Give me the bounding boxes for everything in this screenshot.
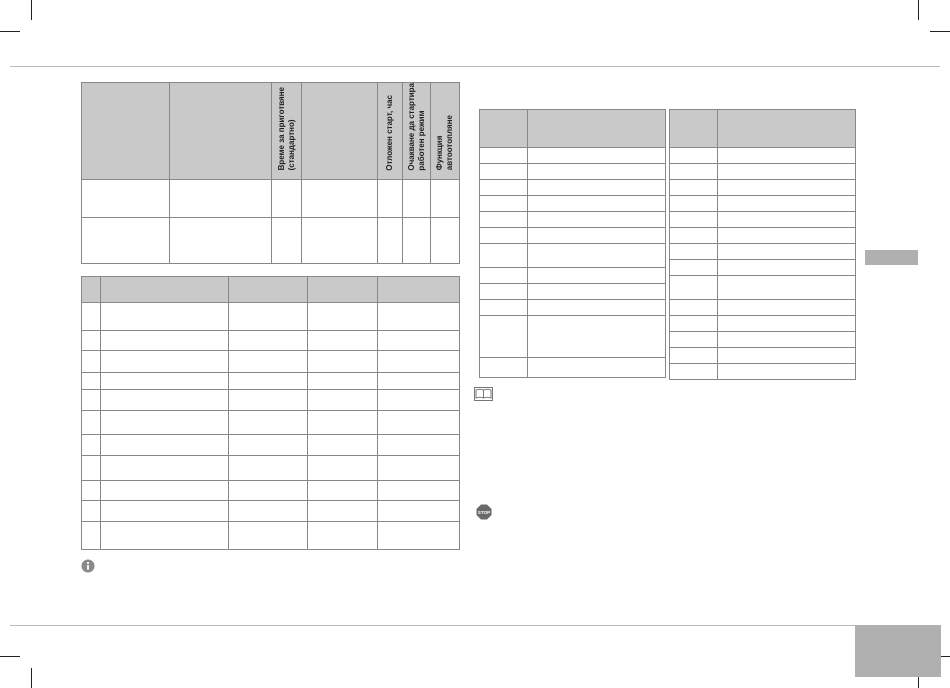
- table-row: [670, 164, 856, 180]
- page-number-tab: [855, 625, 941, 677]
- crop-mark: [31, 0, 32, 20]
- header-cell: [431, 83, 460, 180]
- table-row: [480, 358, 666, 378]
- table-row: [82, 179, 460, 217]
- table-row: [670, 196, 856, 212]
- table-row: [670, 212, 856, 228]
- table-row: [82, 501, 460, 522]
- stop-icon: [476, 504, 492, 520]
- table-row: [480, 316, 666, 358]
- table-row: [670, 244, 856, 260]
- header-cell: [403, 83, 431, 180]
- table-row: [670, 348, 856, 364]
- programs-table: [81, 82, 460, 264]
- table-row: [480, 148, 666, 164]
- header-cell: [272, 83, 302, 180]
- header-rule: [10, 66, 940, 67]
- book-icon: [474, 387, 493, 401]
- table-row: [480, 300, 666, 316]
- header-cell: [302, 83, 378, 180]
- table-row: [480, 180, 666, 196]
- header-auto-heat: Функция автоотопляне: [435, 115, 454, 171]
- table-row: [82, 303, 460, 331]
- stop-icon-label: STOP: [477, 510, 491, 516]
- table-row: [670, 332, 856, 348]
- crop-mark: [930, 31, 950, 32]
- header-cell: [378, 83, 403, 180]
- table-row: [670, 180, 856, 196]
- settings-table: [81, 276, 460, 550]
- footer-rule: [10, 625, 940, 626]
- crop-mark: [0, 31, 20, 32]
- table-row: [670, 276, 856, 300]
- header-cell: [170, 83, 272, 180]
- table-row: [480, 196, 666, 212]
- table-row: [480, 164, 666, 180]
- header-wait-mode: Очакване да стартира работен режим: [406, 83, 426, 171]
- header-cell: [378, 277, 460, 303]
- header-cell: [308, 277, 378, 303]
- table-row: [82, 456, 460, 481]
- table-row: [480, 244, 666, 268]
- reference-table-b: [669, 109, 856, 380]
- header-cell: [82, 83, 170, 180]
- table-row: [670, 316, 856, 332]
- header-cell: [82, 277, 101, 303]
- table-row: [82, 217, 460, 263]
- crop-mark: [0, 656, 20, 657]
- table-row: [82, 373, 460, 390]
- reference-table-a: [479, 109, 666, 378]
- table-row: [670, 300, 856, 316]
- table-row: [670, 364, 856, 380]
- header-cell: [670, 110, 718, 148]
- table-row: [82, 481, 460, 501]
- header-cell: [528, 110, 666, 148]
- table-row: [480, 284, 666, 300]
- table-row: [670, 260, 856, 276]
- header-cell: [718, 110, 856, 148]
- table-row: [82, 390, 460, 411]
- header-delayed-start: Отложен старт, час: [385, 94, 394, 171]
- table-row: [82, 411, 460, 435]
- section-tab: [865, 250, 918, 265]
- header-prep-time: Време за приготвяне (стандартно): [276, 87, 296, 171]
- header-cell: [101, 277, 229, 303]
- table-row: [670, 148, 856, 164]
- table-row: [480, 228, 666, 244]
- table-row: [82, 435, 460, 456]
- table-row: [82, 351, 460, 373]
- crop-mark: [31, 668, 32, 688]
- table-row: [82, 522, 460, 550]
- info-icon: [81, 559, 95, 573]
- table-row: [480, 212, 666, 228]
- table-row: [480, 268, 666, 284]
- table-row: [670, 228, 856, 244]
- table-row: [82, 331, 460, 351]
- header-cell: [229, 277, 308, 303]
- crop-mark: [918, 0, 919, 20]
- header-cell: [480, 110, 528, 148]
